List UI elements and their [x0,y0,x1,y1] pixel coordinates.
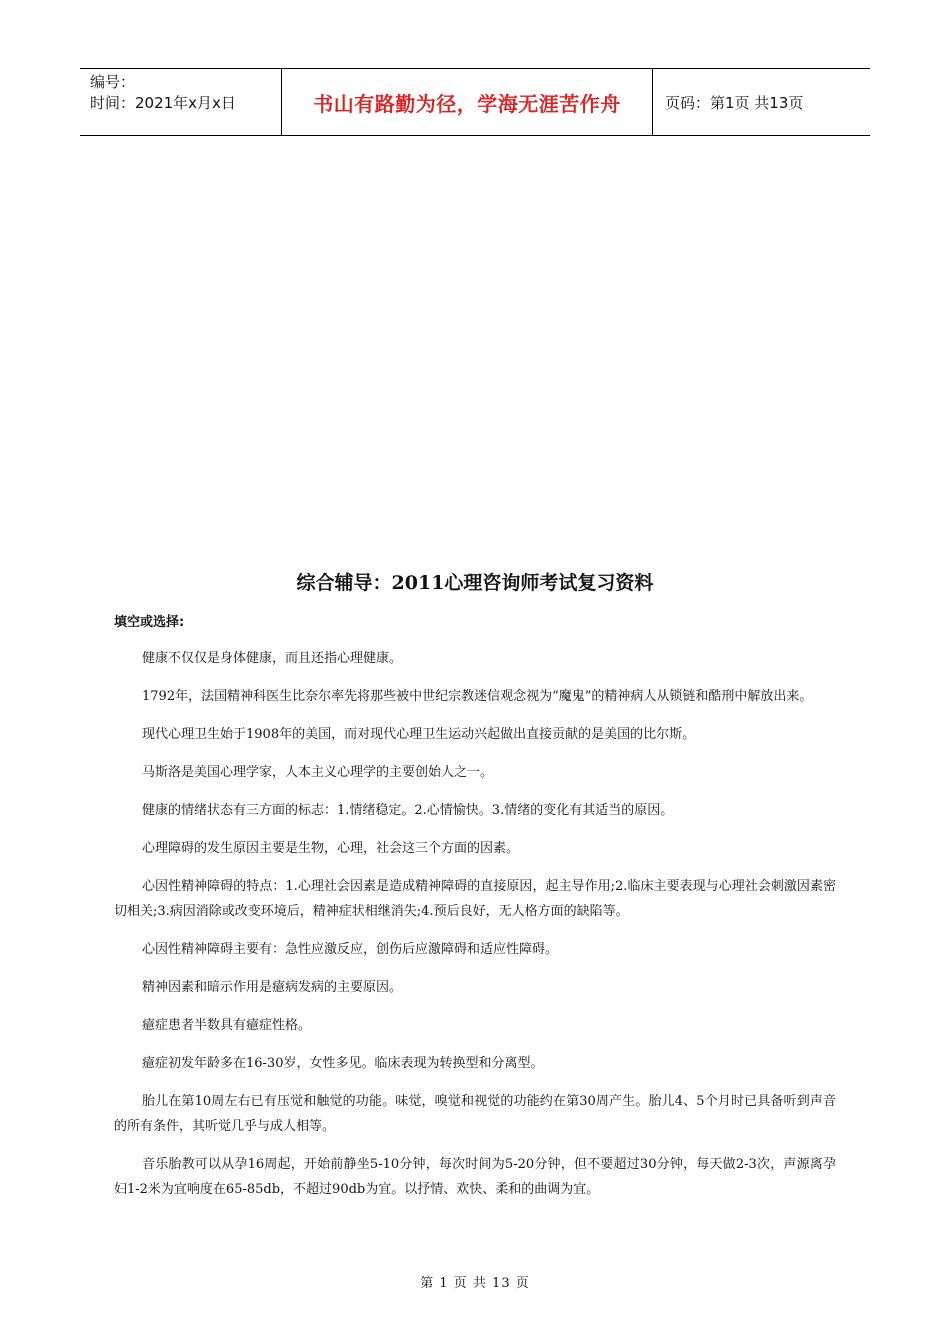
paragraph: 音乐胎教可以从孕16周起，开始前静坐5-10分钟，每次时间为5-20分钟，但不要超过30分钟，每天做2-3次，声源离孕妇1-2米为宜响度在65-85db，不超过90db为宜。以抒情、欢快、柔和的曲调为宜。 [114,1157,836,1197]
date-line: 时间：2021年x月x日 [90,94,236,112]
header-meta [80,69,282,135]
document-title: 综合辅导：2011心理咨询师考试复习资料 [296,572,654,594]
paragraph: 现代心理卫生始于1908年的美国，而对现代心理卫生运动兴起做出直接贡献的是美国的比尔斯。 [142,727,696,742]
paragraph: 马斯洛是美国心理学家，人本主义心理学的主要创始人之一。 [142,765,494,780]
paragraph: 精神因素和暗示作用是癔病发病的主要原因。 [142,980,403,995]
paragraph: 癔症初发年龄多在16-30岁，女性多见。临床表现为转换型和分离型。 [142,1056,544,1071]
section-label: 填空或选择: [114,615,185,630]
paragraph: 心因性精神障碍主要有：急性应激反应，创伤后应激障碍和适应性障碍。 [142,942,559,957]
paragraph: 健康不仅仅是身体健康，而且还指心理健康。 [142,651,403,666]
page-header [80,68,870,136]
paragraph: 心理障碍的发生原因主要是生物，心理，社会这三个方面的因素。 [142,841,520,856]
paragraph: 胎儿在第10周左右已有压觉和触觉的功能。味觉，嗅觉和视觉的功能约在第30周产生。胎儿4、5个月时已具备听到声音的所有条件，其听觉几乎与成人相等。 [114,1094,836,1134]
header-motto: 书山有路勤为径，学海无涯苦作舟 [282,69,653,135]
header-page-info: 页码：第1页 共13页 [665,93,804,112]
document-body [114,646,836,1215]
paragraph: 健康的情绪状态有三方面的标志：1.情绪稳定。2.心情愉快。3.情绪的变化有其适当的原因。 [142,803,674,818]
paragraph: 癔症患者半数具有癔症性格。 [142,1018,312,1033]
paragraph: 心因性精神障碍的特点：1.心理社会因素是造成精神障碍的直接原因，起主导作用;2.临床主要表现与心理社会刺激因素密切相关;3.病因消除或改变环境后，精神症状相继消失;4.预后良好，无人格方面的缺陷等。 [114,879,836,919]
paragraph: 1792年，法国精神科医生比奈尔率先将那些被中世纪宗教迷信观念视为“魔鬼”的精神病人从锁链和酷刑中解放出来。 [142,689,813,704]
code-label: 编号： [90,73,136,91]
page-footer: 第 1 页 共 13 页 [420,1276,530,1291]
